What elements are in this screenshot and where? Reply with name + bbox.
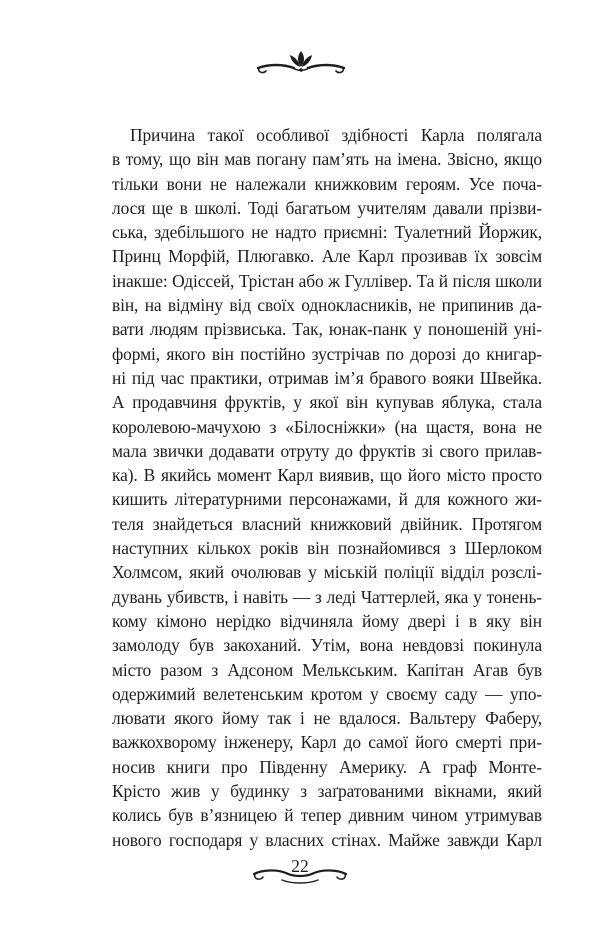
text-line: формі, якого він постійно зустрічав по дорозі до книгар-: [112, 343, 542, 364]
text-line: наступних кількох років він познайомився з Шерлоком: [112, 538, 542, 559]
text-line: кому кімоно нерідко відчиняла йому двері і в яку він: [112, 610, 542, 631]
page-footer: [252, 852, 348, 888]
text-line: ні під час практики, отримав ім’я бравого вояки Швейка.: [112, 367, 542, 388]
text-line: вати людям прізвиська. Так, юнак-панк у поношеній уні-: [112, 319, 542, 340]
text-line: Холмсом, який очолював у міській поліції відділ розслі-: [112, 562, 542, 583]
text-line: А продавчиня фруктів, у якої він купував яблука, стала: [112, 392, 542, 413]
text-line: мала звички додавати отруту до фруктів зі свого прилав-: [112, 440, 542, 461]
text-line: Причина такої особливої здібності Карла полягала: [130, 125, 542, 145]
text-line: кишить літературними персонажами, й для кожного жи-: [112, 489, 542, 510]
body-text: [112, 123, 542, 852]
text-line: він, на відміну від своїх однокласників, не припинив да-: [112, 295, 542, 316]
text-line: лося ще в школі. Тоді багатьом учителям давали прізви-: [112, 197, 542, 218]
text-line: ка). В якийсь момент Карл виявив, що його місто просто: [112, 465, 542, 486]
text-line: королевою-мачухою з «Білосніжки» (на щастя, вона не: [112, 416, 542, 437]
text-line: Принц Морфій, Плюгавко. Але Карл прозивав їх зовсім: [112, 246, 542, 267]
text-line: Крісто жив у будинку з заґратованими вікнами, який: [112, 781, 542, 802]
page-number: 22: [291, 856, 309, 876]
text-line: інакше: Одіссей, Трістан або ж Гуллівер. Та й після школи: [112, 270, 542, 291]
text-line: теля знайдеться власний книжковий двійник. Протягом: [112, 513, 542, 534]
text-line: ська, здебільшого не надто приємні: Туалетний Йоржик,: [112, 222, 542, 243]
text-line: замолоду був закоханий. Утім, вона невдовзі покинула: [112, 635, 542, 656]
text-line: одержимий велетенським кротом у своєму саду — упо-: [112, 683, 542, 704]
top-ornament-icon: [255, 47, 347, 77]
text-line: в тому, що він мав погану пам’ять на імена. Звісно, якщо: [112, 149, 542, 170]
text-line: колись був в’язницею й тепер дивним чином утримував: [112, 805, 542, 826]
text-line: дувань убивств, і навіть — з леді Чаттерлей, яка у тонень-: [112, 586, 542, 607]
text-line: лювати якого йому так і не вдалося. Вальтеру Фаберу,: [112, 708, 542, 729]
text-line: місто разом з Адсоном Мелькським. Капітан Агав був: [112, 659, 542, 680]
text-line: нового господаря у власних стінах. Майже завжди Карл: [112, 829, 542, 850]
text-line: тільки вони не належали книжковим героям. Усе поча-: [112, 173, 542, 194]
text-line: носив книги про Південну Америку. А граф Монте-: [112, 756, 542, 777]
text-line: важкохворому інженеру, Карл до самої його смерті при-: [112, 732, 542, 753]
